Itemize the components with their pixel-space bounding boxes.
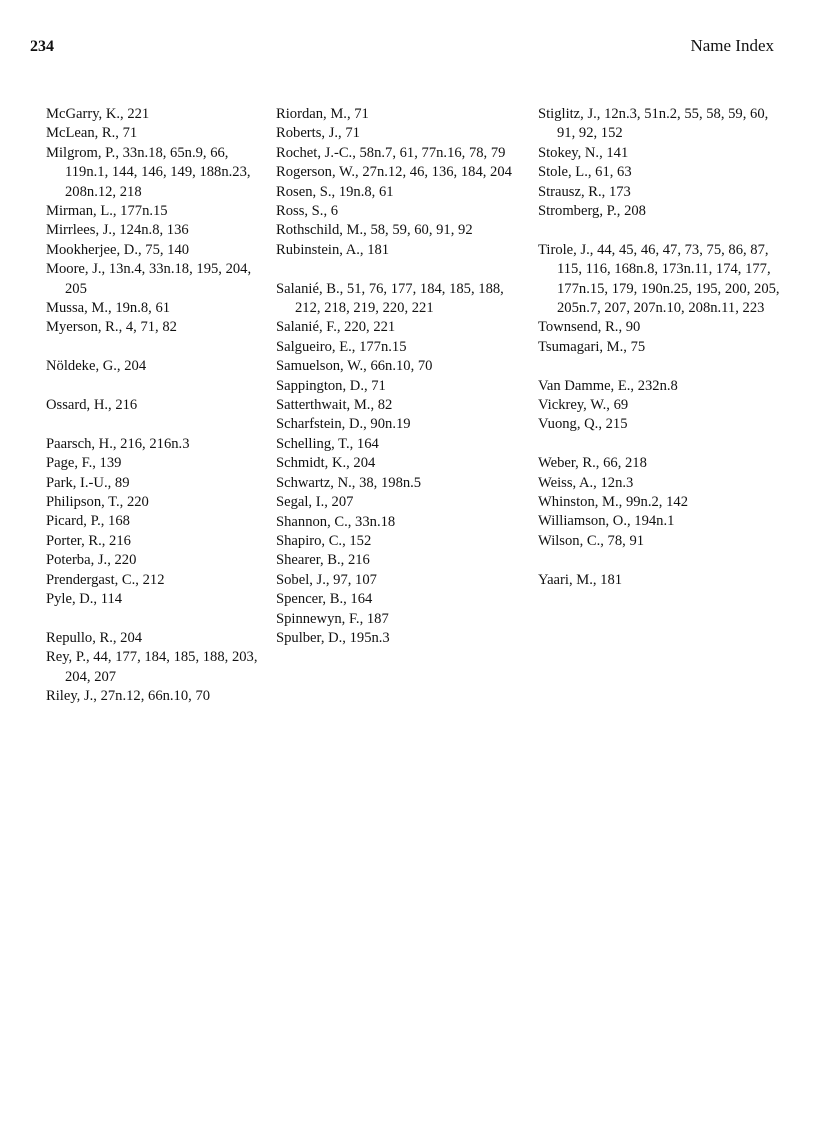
index-entry: Shearer, B., 216 [276, 552, 370, 569]
index-entry: Roberts, J., 71 [276, 125, 360, 142]
index-entry: Salanié, B., 51, 76, 177, 184, 185, 188, 212, 218, 219, 220, 221 [276, 280, 504, 317]
index-entry: Satterthwait, M., 82 [276, 397, 393, 414]
index-entry: Sappington, D., 71 [276, 377, 386, 394]
index-entry: Van Damme, E., 232n.8 [538, 377, 678, 394]
index-entry: Myerson, R., 4, 71, 82 [46, 319, 177, 336]
index-entry: Page, F., 139 [46, 455, 122, 472]
index-entry: Williamson, O., 194n.1 [538, 513, 675, 530]
index-entry: Salanié, F., 220, 221 [276, 319, 396, 336]
index-entry: Mussa, M., 19n.8, 61 [46, 300, 171, 317]
index-entry: Paarsch, H., 216, 216n.3 [46, 435, 190, 452]
index-entry: Ossard, H., 216 [46, 397, 138, 414]
index-entry: Pyle, D., 114 [46, 591, 123, 608]
letter-group-gap [538, 551, 788, 570]
index-entry: Stromberg, P., 208 [538, 203, 646, 220]
letter-group-gap [538, 357, 788, 376]
index-entry: Strausz, R., 173 [538, 183, 631, 200]
index-entry: Picard, P., 168 [46, 513, 130, 530]
index-entry: Stokey, N., 141 [538, 144, 629, 161]
index-entry: Nöldeke, G., 204 [46, 358, 147, 375]
index-entry: Moore, J., 13n.4, 33n.18, 195, 204, 205 [46, 261, 252, 297]
index-entry: Rogerson, W., 27n.12, 46, 136, 184, 204 [276, 164, 512, 181]
index-entry: Schelling, T., 164 [276, 435, 379, 452]
letter-group-gap [276, 260, 521, 279]
letter-group-gap [33, 377, 258, 396]
index-entry: Weber, R., 66, 218 [538, 455, 647, 472]
index-entry: Mookherjee, D., 75, 140 [46, 241, 190, 258]
index-entry: Rochet, J.-C., 58n.7, 61, 77n.16, 78, 79 [276, 144, 506, 161]
index-entry: Vickrey, W., 69 [538, 397, 629, 414]
index-entry: Stole, L., 61, 63 [538, 164, 632, 181]
letter-group-gap [33, 610, 258, 629]
index-entry: Scharfstein, D., 90n.19 [276, 416, 411, 433]
index-entry: Park, I.-U., 89 [46, 474, 130, 491]
index-entry: Riordan, M., 71 [276, 106, 369, 122]
index-entry: Tsumagari, M., 75 [538, 338, 646, 355]
index-entry: Rubinstein, A., 181 [276, 241, 390, 258]
running-head: Name Index [690, 36, 774, 55]
index-entry: Samuelson, W., 66n.10, 70 [276, 358, 433, 375]
index-entry: Ross, S., 6 [276, 203, 339, 220]
index-entry: Wilson, C., 78, 91 [538, 532, 645, 549]
index-entry: Weiss, A., 12n.3 [538, 474, 634, 491]
letter-group-gap [538, 221, 788, 240]
index-entry: Stiglitz, J., 12n.3, 51n.2, 55, 58, 59, 60, 91, 92, 152 [538, 106, 769, 142]
index-entry: Poterba, J., 220 [46, 552, 137, 569]
index-entry: Rosen, S., 19n.8, 61 [276, 183, 394, 200]
index-entry: Schmidt, K., 204 [276, 455, 376, 472]
index-entry: Repullo, R., 204 [46, 629, 143, 646]
index-entry: Milgrom, P., 33n.18, 65n.9, 66, 119n.1, 144, 146, 149, 188n.23, 208n.12, 218 [46, 144, 251, 200]
index-entry: Philipson, T., 220 [46, 494, 149, 511]
index-entry: Salgueiro, E., 177n.15 [276, 338, 407, 355]
index-entry: Riley, J., 27n.12, 66n.10, 70 [46, 688, 211, 705]
index-entry: Prendergast, C., 212 [46, 571, 165, 588]
index-entry: Rothschild, M., 58, 59, 60, 91, 92 [276, 222, 473, 239]
index-entry: Yaari, M., 181 [538, 571, 623, 588]
index-entry: Sobel, J., 97, 107 [276, 571, 377, 588]
index-entry: Vuong, Q., 215 [538, 416, 628, 433]
index-entry: Segal, I., 207 [276, 494, 354, 511]
letter-group-gap [33, 338, 258, 357]
index-entry: Whinston, M., 99n.2, 142 [538, 494, 688, 511]
letter-group-gap [538, 435, 788, 454]
index-entry: Schwartz, N., 38, 198n.5 [276, 474, 422, 491]
index-entry: Mirrlees, J., 124n.8, 136 [46, 222, 189, 239]
page-number: 234 [30, 38, 54, 55]
index-entry: Mirman, L., 177n.15 [46, 203, 168, 220]
index-entry: Porter, R., 216 [46, 532, 131, 549]
index-entry: Townsend, R., 90 [538, 319, 641, 336]
index-entry: Spulber, D., 195n.3 [276, 629, 390, 646]
letter-group-gap [33, 415, 258, 434]
index-entry: McGarry, K., 221 [46, 106, 150, 122]
index-entry: Tirole, J., 44, 45, 46, 47, 73, 75, 86, 87, 115, 116, 168n.8, 173n.11, 174, 177, 177n.15, 179, 190n.25, 195, 200, 205, 205n.7, 207, 207n.10, 208n.11, 223 [538, 241, 780, 317]
index-entry: Rey, P., 44, 177, 184, 185, 188, 203, 204, 207 [46, 649, 258, 685]
index-column-1 [33, 105, 258, 707]
index-entry: Shannon, C., 33n.18 [276, 513, 396, 530]
index-column-3 [538, 105, 788, 590]
index-entry: McLean, R., 71 [46, 125, 138, 142]
index-entry: Spencer, B., 164 [276, 591, 373, 608]
index-entry: Spinnewyn, F., 187 [276, 610, 389, 627]
index-column-2 [276, 105, 521, 648]
index-entry: Shapiro, C., 152 [276, 532, 372, 549]
